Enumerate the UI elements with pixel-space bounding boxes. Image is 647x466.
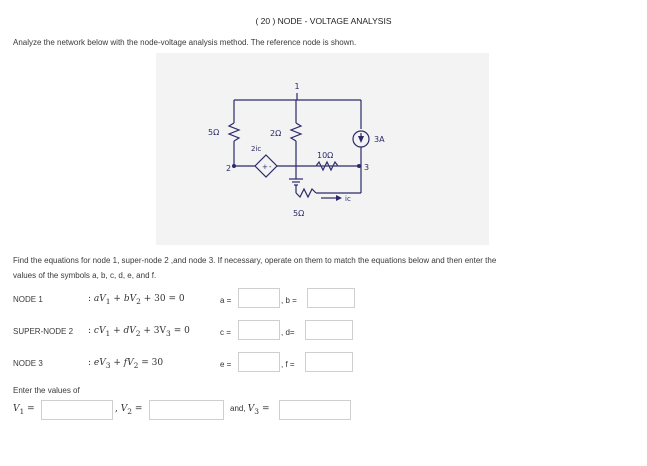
node3-row-label: NODE 3	[13, 359, 43, 368]
node1-row-label: NODE 1	[13, 295, 43, 304]
circuit-diagram	[156, 53, 489, 245]
left-resistor-label: 5Ω	[208, 128, 220, 137]
find-text-line2: values of the symbols a, b, c, d, e, and f.	[13, 271, 157, 280]
b-label: , b =	[281, 296, 297, 305]
node3-dot	[357, 164, 361, 168]
node1-equation: : $aV_1 + bV_2 + 30 = 0$	[88, 294, 185, 306]
c-label: c =	[220, 328, 231, 337]
d-label: , d=	[281, 328, 295, 337]
supernode2-row-label: SUPER-NODE 2	[13, 327, 74, 336]
find-text-line1: Find the equations for node 1, super-node 2 ,and node 3. If necessary, operate on them to match the equations below and then enter the	[13, 256, 497, 265]
source-current-label: 3A	[374, 135, 385, 144]
instruction-text: Analyze the network below with the node-voltage analysis method. The reference node is shown.	[13, 38, 357, 47]
f-input[interactable]	[305, 352, 353, 372]
node2-label: 2	[226, 164, 232, 173]
node3-equation: : $eV_3 + fV_2 = 30$	[88, 358, 164, 370]
e-input[interactable]	[238, 352, 280, 372]
a-label: a =	[220, 296, 232, 305]
right-resistor-label: 10Ω	[317, 151, 334, 160]
node2-dot	[232, 164, 236, 168]
a-input[interactable]	[238, 288, 280, 308]
f-label: , f =	[281, 360, 295, 369]
bottom-resistor-label: 5Ω	[293, 209, 305, 218]
supernode2-equation: : $cV_1 + dV_2 + 3V_3 = 0$	[88, 326, 190, 338]
node3-label: 3	[364, 163, 370, 172]
d-input[interactable]	[305, 320, 353, 340]
page-title: ( 20 ) NODE - VOLTAGE ANALYSIS	[255, 16, 392, 26]
ic-arrow-head	[336, 195, 342, 201]
node1-label: 1	[294, 82, 300, 91]
bottom-resistor	[296, 189, 316, 197]
v1-input[interactable]	[41, 400, 113, 420]
v2-label: , $V_2$ =	[115, 404, 143, 416]
enter-values-label: Enter the values of	[13, 386, 80, 395]
left-resistor	[229, 123, 239, 141]
v3-input[interactable]	[279, 400, 351, 420]
v1-label: $V_1$ =	[13, 404, 35, 416]
v2-input[interactable]	[149, 400, 224, 420]
mid-resistor	[291, 123, 301, 141]
circuit-figure	[156, 53, 489, 245]
b-input[interactable]	[307, 288, 355, 308]
ic-label: ic	[345, 195, 351, 203]
v3-label: and, $V_3$ =	[230, 404, 270, 416]
minus-label: -	[269, 163, 272, 171]
dep-source-label: 2ic	[251, 145, 262, 153]
mid-resistor-label: 2Ω	[270, 129, 282, 138]
c-input[interactable]	[238, 320, 280, 340]
e-label: e =	[220, 360, 232, 369]
plus-label: +	[262, 163, 268, 171]
